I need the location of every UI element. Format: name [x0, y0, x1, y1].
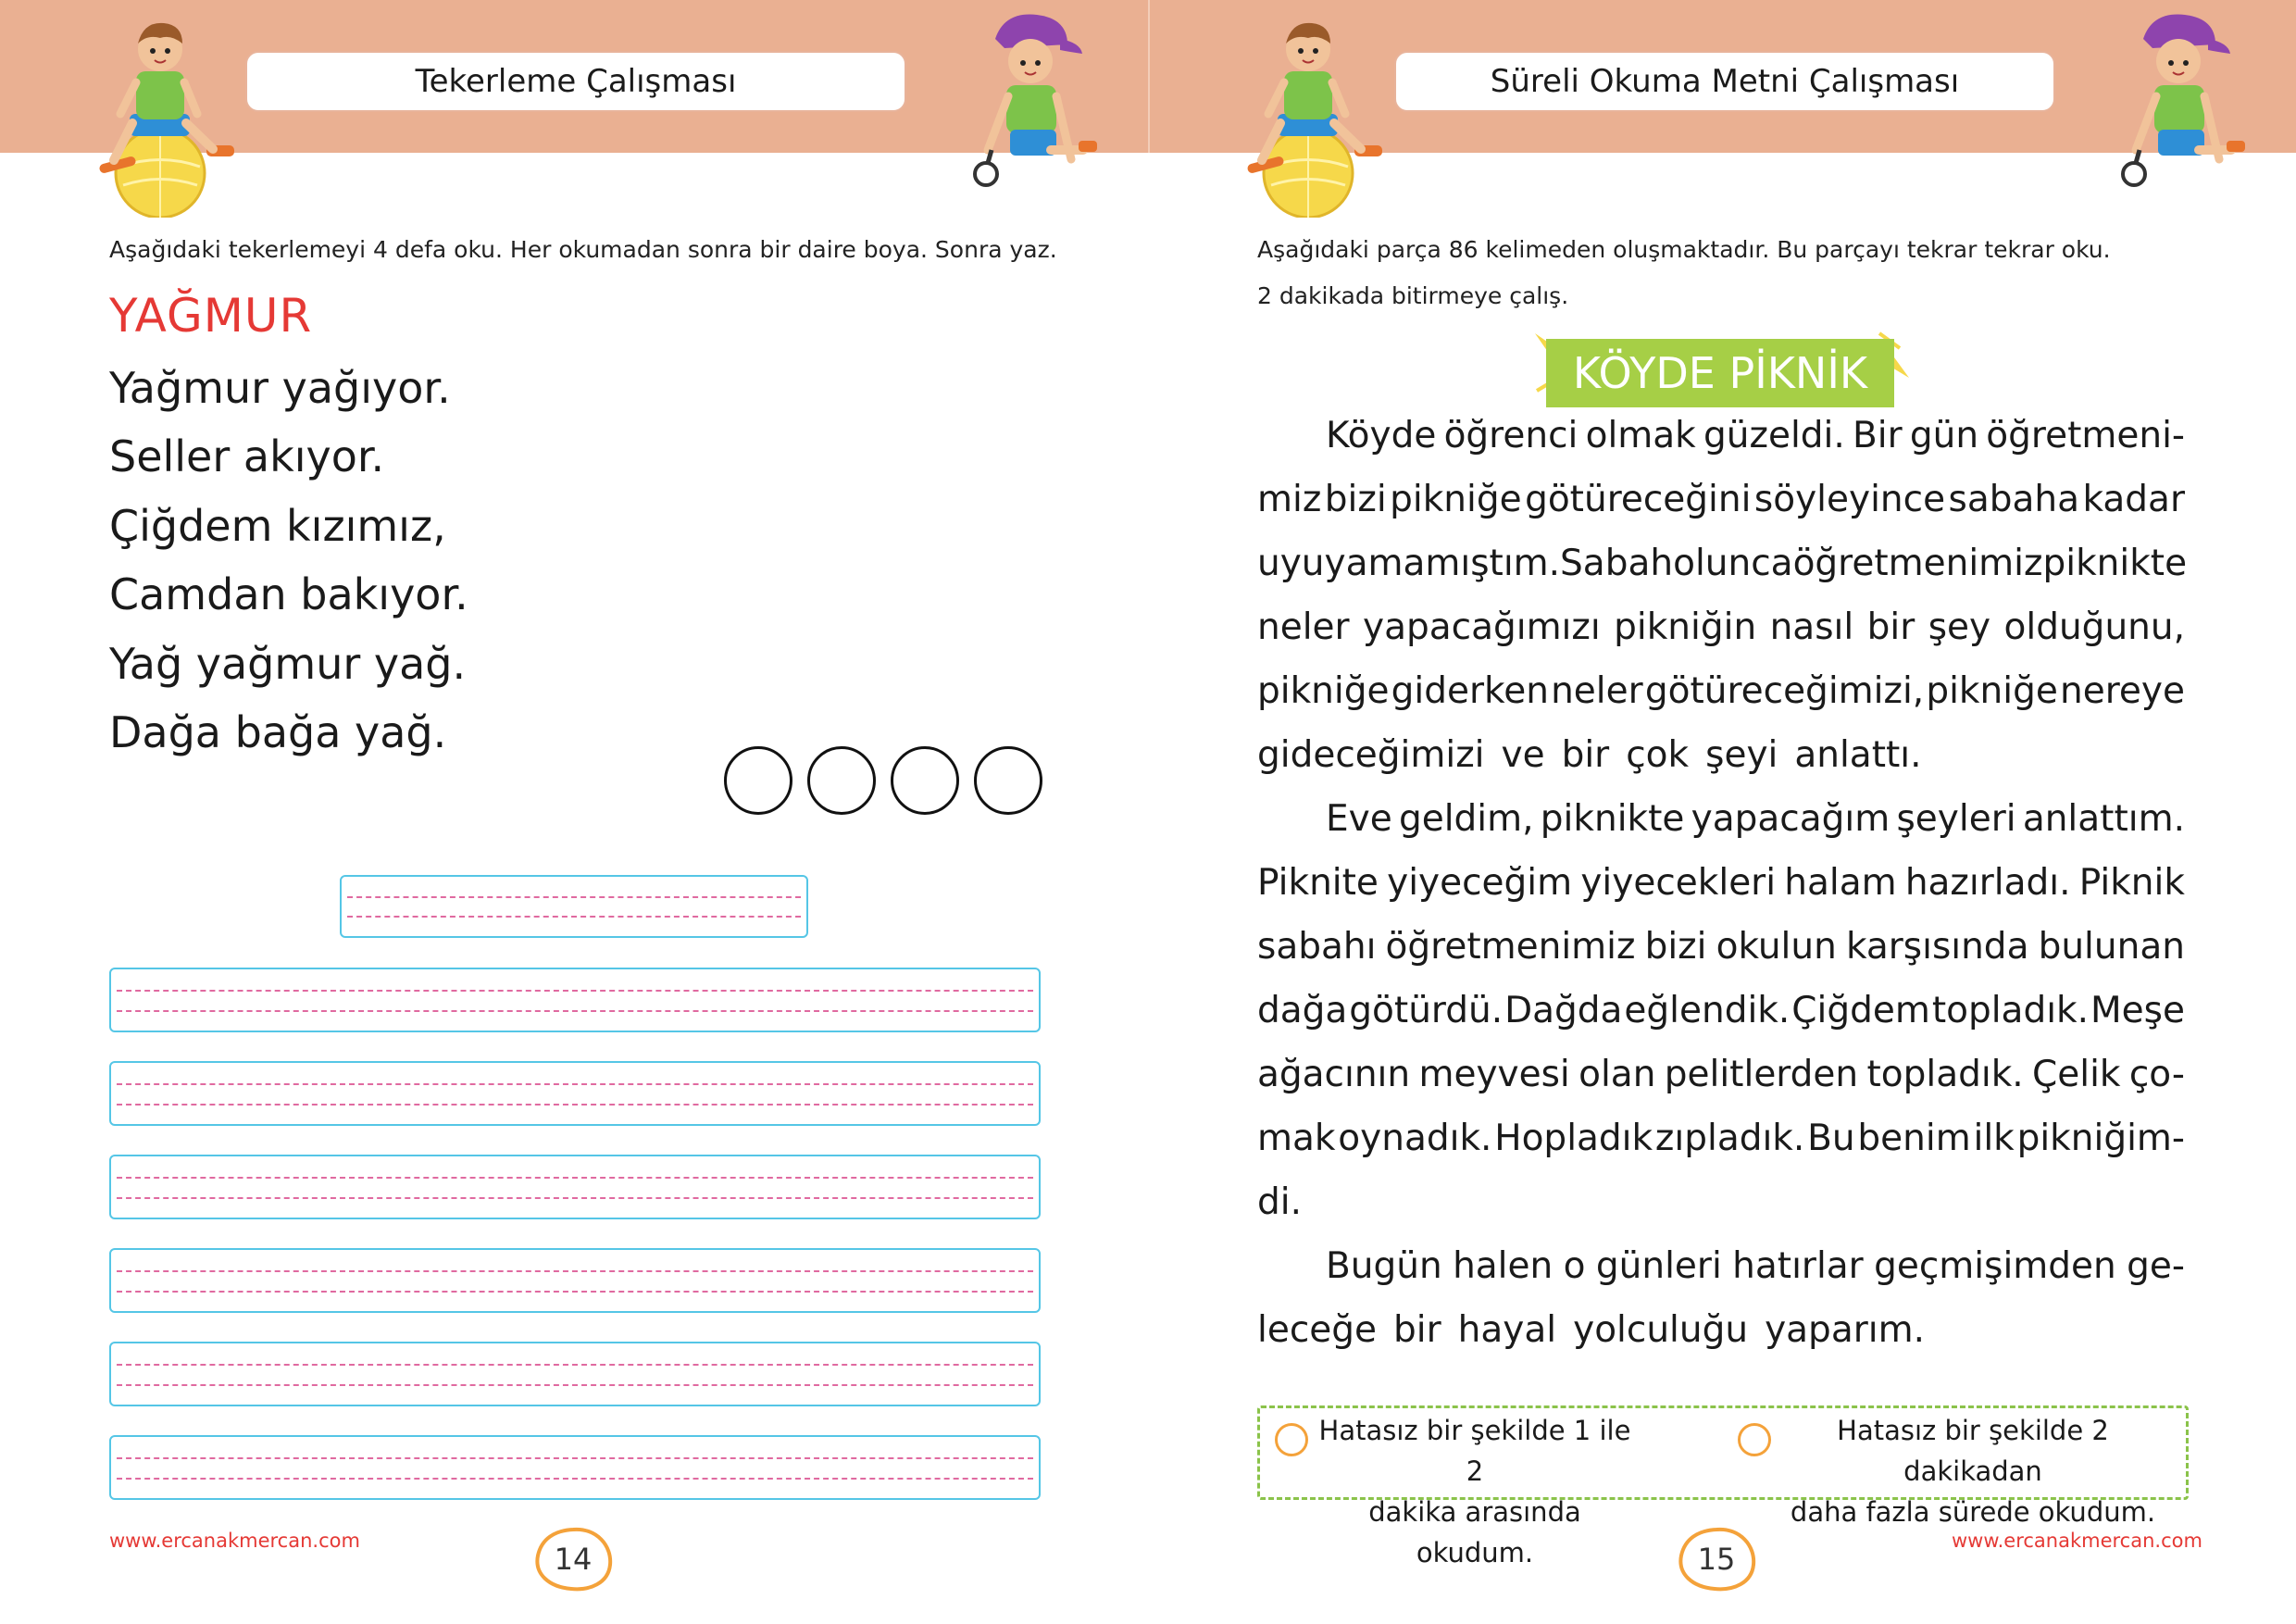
story-line [1326, 798, 2185, 840]
writing-line-6[interactable] [109, 1435, 1041, 1500]
right-page [1148, 0, 2296, 1624]
story-word: leceğe [1257, 1309, 1378, 1351]
story-word: Çelik [2032, 1054, 2121, 1095]
story-line [1326, 415, 2185, 456]
option-1-radio[interactable] [1275, 1423, 1308, 1456]
story-word: Dağda [1504, 990, 1623, 1031]
poem-line-3: Çiğdem kızımız, [109, 501, 446, 551]
story-word: günleri [1595, 1245, 1722, 1287]
header-title-box [245, 51, 906, 112]
story-word: Çiğdem [1791, 990, 1930, 1031]
story-line [1257, 1054, 2185, 1095]
paint-circle-1[interactable] [724, 746, 792, 815]
story-word: di. [1257, 1181, 1302, 1223]
story-word: hayal [1457, 1309, 1557, 1351]
story-word: karşısında [1845, 926, 2029, 968]
boy-with-magnifier-illustration [2115, 11, 2245, 196]
story-word: olmak [1585, 415, 1696, 456]
story-word: sabahı [1257, 926, 1377, 968]
page-number: 15 [1697, 1542, 1736, 1577]
story-word: Bugün [1326, 1245, 1442, 1287]
story-line [1257, 1309, 2185, 1351]
story-word: pikniğin [1614, 606, 1757, 648]
option-2-line-2: daha fazla sürede okudum. [1790, 1496, 2156, 1528]
paint-circle-4[interactable] [974, 746, 1042, 815]
story-line [1257, 990, 2185, 1031]
story-word: dağa [1257, 990, 1348, 1031]
story-word: halam [1784, 862, 1897, 904]
writing-line-5[interactable] [109, 1342, 1041, 1406]
story-word: Bu [1807, 1118, 1855, 1159]
header-title: Tekerleme Çalışması [415, 63, 737, 100]
poem-line-4: Camdan bakıyor. [109, 569, 468, 619]
story-line [1257, 926, 2185, 968]
story-word: olunca [1673, 543, 1793, 584]
story-word: götüreceğimizi, [1644, 670, 1925, 712]
story-word: benim [1857, 1118, 1971, 1159]
story-word: eğlendik. [1624, 990, 1791, 1031]
option-1-label [1317, 1410, 1632, 1573]
story-word: Sabah [1560, 543, 1674, 584]
story-word: topladık. [1931, 990, 2090, 1031]
poem-title: YAĞMUR [109, 289, 313, 343]
page-number-badge [1676, 1526, 1757, 1593]
story-word: olan [1578, 1054, 1656, 1095]
instruction-text: Aşağıdaki tekerlemeyi 4 defa oku. Her okumadan sonra bir daire boya. Sonra yaz. [109, 236, 1057, 263]
story-word: oynadık. [1338, 1118, 1492, 1159]
story-word: okulun [1716, 926, 1837, 968]
story-word: öğretmeni- [1986, 415, 2185, 456]
story-word: hatırlar [1732, 1245, 1864, 1287]
story-word: ge- [2127, 1245, 2185, 1287]
story-word: nasıl [1769, 606, 1854, 648]
story-word: pikniğe [1257, 670, 1390, 712]
story-word: yapacağım [1691, 798, 1890, 840]
story-line [1257, 479, 2185, 520]
page-number-badge [532, 1526, 614, 1593]
page-number: 14 [554, 1542, 593, 1577]
story-word: bir [1393, 1309, 1441, 1351]
story-word: olduğunu, [2003, 606, 2185, 648]
story-word: yiyeceğim [1387, 862, 1573, 904]
instruction-line-2: 2 dakikada bitirmeye çalış. [1257, 282, 1569, 309]
story-word: uyuyamamıştım. [1257, 543, 1561, 584]
story-word: öğretmenimiz [1792, 543, 2043, 584]
story-line [1257, 862, 2185, 904]
story-word: götürdü. [1349, 990, 1504, 1031]
story-word: miz [1257, 479, 1322, 520]
story-word: şey [1928, 606, 1991, 648]
story-word: giderken [1391, 670, 1549, 712]
story-word: hazırladı. [1904, 862, 2071, 904]
story-word: söyleyince [1753, 479, 1946, 520]
story-word: yaparım. [1765, 1309, 1925, 1351]
poem-line-6: Dağa bağa yağ. [109, 707, 447, 757]
writing-line-4[interactable] [109, 1248, 1041, 1313]
story-word: şeyi [1705, 734, 1778, 776]
story-word: Piknik [2078, 862, 2185, 904]
story-word: pikniğim- [2016, 1118, 2185, 1159]
writing-line-2[interactable] [109, 1061, 1041, 1126]
poem-line-5: Yağ yağmur yağ. [109, 639, 467, 689]
story-word: geçmişimden [1874, 1245, 2116, 1287]
story-word: pikniğe [1926, 670, 2058, 712]
footer-url[interactable]: www.ercanakmercan.com [109, 1530, 360, 1552]
story-word: pikniğe [1390, 479, 1522, 520]
story-word: ço- [2128, 1054, 2185, 1095]
story-word: neler [1257, 606, 1350, 648]
story-line [1326, 1245, 2185, 1287]
writing-line-1[interactable] [109, 968, 1041, 1032]
option-1-line-1: Hatasız bir şekilde 1 ile 2 [1318, 1415, 1631, 1487]
story-word: o [1563, 1245, 1586, 1287]
story-word: Meşe [2090, 990, 2185, 1031]
story-word: neler [1551, 670, 1643, 712]
story-word: bizi [1644, 926, 1707, 968]
story-word: bulunan [2038, 926, 2185, 968]
header-title-box [1394, 51, 2055, 112]
poem-line-1: Yağmur yağıyor. [109, 363, 451, 413]
option-2-radio[interactable] [1738, 1423, 1771, 1456]
story-word: Köyde [1326, 415, 1437, 456]
story-word: anlattı. [1794, 734, 1922, 776]
story-word: güzeldi. [1703, 415, 1845, 456]
story-word: bir [1561, 734, 1610, 776]
story-word: yolculuğu [1573, 1309, 1749, 1351]
story-word: anlattım. [2022, 798, 2185, 840]
story-line [1257, 670, 2185, 712]
story-word: halen [1453, 1245, 1554, 1287]
story-word: mak [1257, 1118, 1336, 1159]
story-word: yiyecekleri [1580, 862, 1777, 904]
story-word: Bir [1853, 415, 1903, 456]
story-word: bir [1866, 606, 1915, 648]
story-word: götüreceğini [1525, 479, 1752, 520]
story-word: Piknite [1257, 862, 1379, 904]
story-line [1257, 543, 2188, 584]
story-word: ağacının [1257, 1054, 1411, 1095]
story-word: geldim, [1398, 798, 1534, 840]
story-line [1257, 1118, 2185, 1159]
story-word: zıpladık. [1654, 1118, 1805, 1159]
story-word: Hopladık [1494, 1118, 1653, 1159]
story-word: şeyleri [1896, 798, 2016, 840]
story-word: öğrenci [1443, 415, 1578, 456]
story-title: KÖYDE PİKNİK [1546, 339, 1894, 407]
story-word: meyvesi [1418, 1054, 1570, 1095]
story-line [1257, 734, 2185, 776]
story-word: topladık. [1866, 1054, 2024, 1095]
writing-line-3[interactable] [109, 1155, 1041, 1219]
story-word: piknikte [2042, 543, 2188, 584]
story-word: yapacağımızı [1363, 606, 1601, 648]
story-word: Eve [1326, 798, 1392, 840]
story-word: ve [1501, 734, 1545, 776]
option-1-line-2: dakika arasında okudum. [1368, 1496, 1581, 1568]
story-word: bizi [1324, 479, 1387, 520]
story-word: gideceğimizi [1257, 734, 1485, 776]
title-writing-line[interactable] [340, 875, 808, 938]
footer-url[interactable]: www.ercanakmercan.com [1952, 1530, 2202, 1552]
poem-line-2: Seller akıyor. [109, 431, 385, 481]
instruction-line-1: Aşağıdaki parça 86 kelimeden oluşmaktadır. Bu parçayı tekrar tekrar oku. [1257, 236, 2111, 263]
story-word: ilk [1973, 1118, 2015, 1159]
story-line [1257, 1181, 2185, 1223]
story-word: kadar [2082, 479, 2185, 520]
story-word: çok [1626, 734, 1690, 776]
story-word: gün [1909, 415, 1979, 456]
header-title: Süreli Okuma Metni Çalışması [1490, 63, 1960, 100]
story-line [1257, 606, 2185, 648]
paint-circle-3[interactable] [891, 746, 959, 815]
story-word: piknikte [1540, 798, 1685, 840]
story-word: pelitlerden [1664, 1054, 1859, 1095]
boy-with-magnifier-illustration [967, 11, 1097, 196]
option-2-label [1769, 1410, 2177, 1532]
story-word: sabaha [1948, 479, 2080, 520]
paint-circle-2[interactable] [807, 746, 876, 815]
boy-on-ball-illustration [1227, 14, 1384, 218]
story-word: öğretmenimiz [1385, 926, 1636, 968]
story-word: nereye [2059, 670, 2185, 712]
story-title-banner [1528, 326, 1916, 411]
option-2-line-1: Hatasız bir şekilde 2 dakikadan [1837, 1415, 2109, 1487]
boy-on-ball-illustration [79, 14, 236, 218]
